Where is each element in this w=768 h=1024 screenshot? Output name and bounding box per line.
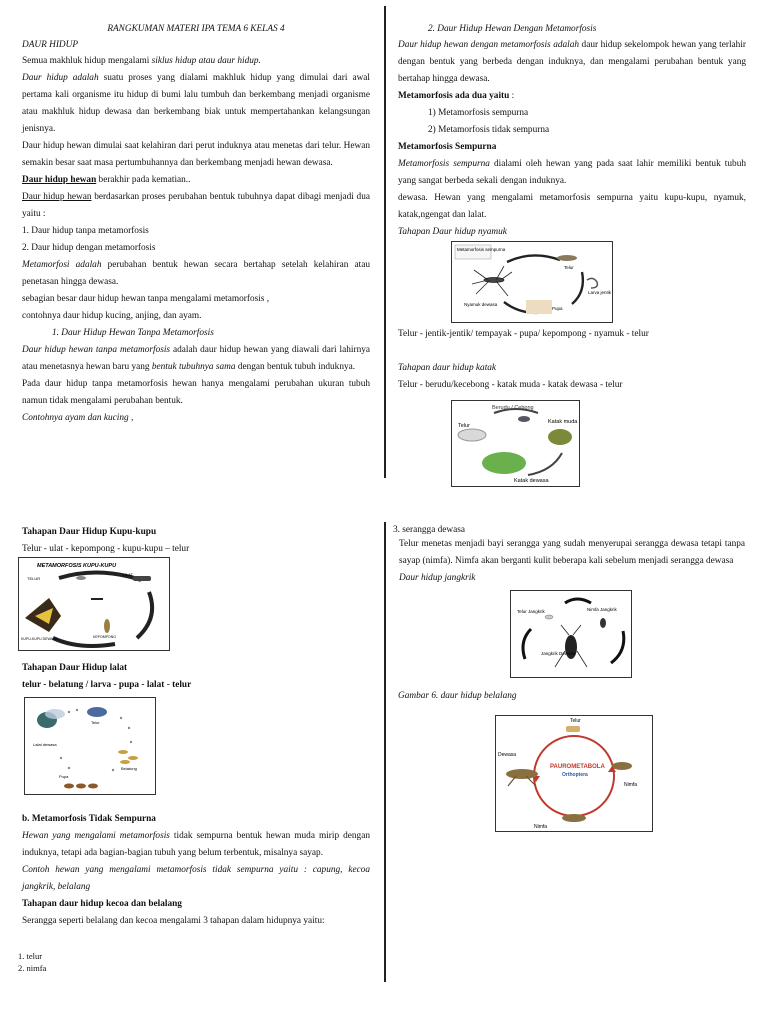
dash-mark — [91, 598, 103, 600]
text-span: bentuk tubuhnya sama — [151, 362, 236, 372]
fig-label: Katak dewasa — [514, 478, 549, 484]
text-span: perubahan bentuk hewan secara bertahap setelah kelahiran atau penetasan hingga dewasa. — [22, 260, 370, 287]
sequence-text: Telur - berudu/kecebong - katak muda - katak dewasa - telur — [398, 380, 623, 390]
stage-list — [18, 950, 138, 974]
list-item: 1. Daur hidup tanpa metamorfosis — [22, 226, 149, 236]
fig-label: ULAT — [123, 572, 133, 577]
egg-icon — [76, 576, 86, 580]
mosquito-sequence — [398, 326, 746, 343]
frog-captions — [398, 360, 746, 394]
fly-cycle-diagram — [25, 698, 155, 794]
subheading: 1. Daur Hidup Hewan Tanpa Metamorfosis — [52, 328, 214, 338]
cycle-arrow — [53, 638, 115, 646]
text-span: daur hidup sekelompok hewan yang terlahir dengan bentuk yang berbeda dengan induknya, dan mengalami perubahan bentuk yang bertahap hingga dewasa. — [398, 40, 747, 84]
fig-label: Pupa — [59, 774, 69, 779]
paragraph — [22, 172, 370, 189]
cycle-arrow — [523, 629, 531, 659]
cricket-lifecycle-figure — [510, 590, 632, 678]
text-span: Metamorfosis sempurna — [398, 159, 490, 169]
fig-label: Telur Jangkrik — [517, 609, 545, 614]
frog-cycle-diagram — [452, 401, 579, 486]
text-span: tidak sempurna bentuk hewan muda mirip dengan induknya, tetapi ada bagian-bagian tubuh yang belum terbentuk, misalnya sayap. — [22, 831, 370, 858]
diagram-title: PAUROMETABOLA — [550, 764, 605, 770]
mosquito-lifecycle-figure — [451, 241, 613, 323]
bottom-left-column — [22, 524, 370, 558]
fly-wing-icon — [45, 709, 65, 719]
list-item: 1) Metamorfosis sempurna — [428, 108, 529, 118]
cycle-arrow — [565, 599, 591, 603]
list-item: 2. Daur hidup dengan metamorfosis — [22, 243, 156, 253]
sequence-text: Telur - ulat - kepompong - kupu-kupu – telur — [22, 544, 190, 554]
list-item: 3. serangga dewasa — [393, 525, 466, 535]
fig-label: Telur — [91, 720, 100, 725]
heading: Tahapan Daur Hidup lalat — [22, 663, 128, 673]
paragraph — [22, 70, 370, 138]
cycle-arrow — [137, 592, 152, 638]
heading-line — [398, 88, 746, 105]
top-left-column — [22, 21, 370, 427]
figure-caption: Gambar 6. daur hidup belalang — [398, 691, 517, 701]
heading: Tahapan Daur Hidup Kupu-kupu — [22, 527, 157, 537]
heading: b. Metamorfosis Tidak Sempurna — [22, 814, 156, 824]
nymph-icon — [600, 618, 606, 628]
list-item: 2. nimfa — [18, 963, 47, 973]
young-frog-icon — [548, 429, 572, 445]
text-span: Daur hidup hewan dengan metamorfosis adalah — [398, 40, 580, 50]
mosquito-cycle-diagram — [452, 242, 612, 322]
paragraph — [22, 53, 370, 70]
egg-icon — [545, 615, 553, 619]
subheading: 2. Daur Hidup Hewan Dengan Metamorfosis — [428, 24, 597, 34]
pupa-icon — [64, 784, 98, 789]
paragraph: Daur hidup hewan dimulai saat kelahiran dari perut induknya atau menetas dari telur. Hewan semakin besar saat masa pertumbuhannya dan berkembang menjadi hewan dewasa. — [22, 141, 370, 168]
fig-label: Nimfa Jangkrik — [587, 607, 617, 612]
fig-label: Dewasa — [498, 752, 517, 758]
diagram-subtitle: Orthoptera — [562, 772, 588, 778]
fly-headings — [22, 660, 370, 694]
paragraph — [22, 189, 370, 223]
paragraph — [398, 156, 746, 190]
fig-label: Nimfa — [534, 824, 548, 830]
fig-label: KUPU-KUPU DEWASA — [21, 637, 58, 641]
paragraph: Serangga seperti belalang dan kecoa mengalami 3 tahapan dalam hidupnya yaitu: — [22, 916, 325, 926]
paragraph: sebagian besar daur hidup hewan tanpa mengalami metamorfosis , — [22, 294, 270, 304]
text-span: dengan bentuk tubuh induknya. — [235, 362, 356, 372]
grasshopper-lifecycle-figure — [495, 715, 653, 832]
text-span: dialami oleh hewan yang pada saat lahir memiliki bentuk tubuh yang sangat berbeda sekali dengan induknya. — [398, 159, 746, 186]
text-span: Daur hidup hewan — [22, 192, 92, 202]
mosquito-icon — [472, 266, 512, 296]
cycle-arrow — [572, 272, 583, 304]
text-span: siklus hidup atau daur hidup. — [151, 56, 261, 66]
fig-title: METAMORFOSIS KUPU-KUPU — [37, 563, 117, 569]
paragraph — [22, 342, 370, 376]
text-span: Hewan yang mengalami metamorfosis — [22, 831, 170, 841]
cycle-arrow — [528, 453, 562, 475]
tadpole-icon — [518, 416, 530, 422]
nymph-icon — [562, 814, 586, 822]
fig-label: Pupa — [552, 306, 563, 311]
text-span: Daur hidup hewan tanpa metamorfosis — [22, 345, 171, 355]
cycle-arrow — [507, 255, 560, 262]
text-span: suatu proses yang dialami makhluk hidup yang dimulai dari awal pertama kali organisme itu hidup di bumi lalu tumbuh dan berkembang menjadi organisme atau makhluk hidup dewasa dan berkembang biak untuk mempertahankan kelangsungan jenisnya. — [22, 73, 371, 134]
fig-label: Telur — [570, 718, 581, 724]
frog-lifecycle-figure — [451, 400, 580, 487]
paragraph: Telur menetas menjadi bayi serangga yang sudah menyerupai serangga dewasa tetapi tanpa sayap (nimfa). Nimfa akan berganti kulit beberapa kali sebelum menjadi serangga dewasa — [399, 539, 745, 566]
chrysalis-icon — [104, 619, 110, 633]
eggs-icon — [566, 726, 580, 732]
incomplete-metamorphosis-section — [22, 811, 370, 930]
sequence-text: Telur - jentik-jentik/ tempayak - pupa/ kepompong - nyamuk - telur — [398, 329, 649, 339]
fig-label: Nimfa — [624, 782, 638, 788]
figure-caption: Tahapan daur hidup katak — [398, 363, 497, 373]
text-span: Semua makhluk hidup mengalami — [22, 56, 152, 66]
fig-label: Nyamuk dewasa — [464, 302, 498, 307]
paragraph: contohnya daur hidup kucing, anjing, dan ayam. — [22, 311, 202, 321]
top-right-column — [398, 21, 746, 241]
text-span: Daur hidup hewan — [22, 175, 97, 185]
eggs-icon — [87, 707, 107, 717]
nymph-icon — [612, 762, 632, 770]
text-span: Metamorfosi adalah — [22, 260, 102, 270]
bottom-right-column — [393, 524, 745, 587]
fig-label: Berudu / Cebong — [492, 405, 534, 411]
paragraph — [22, 257, 370, 291]
paragraph: Pada daur hidup tanpa metamorfosis hewan hanya mengalami perubahan ukuran tubuh namun tidak mengalami perubahan bentuk. — [22, 379, 370, 406]
column-divider — [384, 522, 386, 982]
text-span: : — [509, 91, 515, 101]
maggot-icon — [118, 750, 138, 764]
eggs-icon — [458, 429, 486, 441]
fig-label: Lalat dewasa — [33, 742, 57, 747]
pupa-icon — [526, 300, 552, 314]
section-heading: DAUR HIDUP — [22, 40, 79, 50]
heading: Metamorfosis Sempurna — [398, 142, 497, 152]
text-span: Daur hidup adalah — [22, 73, 99, 83]
text-span: adalah daur hidup hewan yang diawali dari lahirnya atau menetasnya hewan baru yang — [22, 345, 370, 372]
butterfly-cycle-diagram — [19, 558, 169, 650]
paragraph — [22, 828, 370, 862]
document-title: RANGKUMAN MATERI IPA TEMA 6 KELAS 4 — [107, 24, 285, 34]
fig-label: Metamorfosis sempurna — [457, 247, 506, 252]
heading: Tahapan daur hidup kecoa dan belalang — [22, 899, 182, 909]
cycle-arrow — [611, 631, 624, 663]
fig-label: Jangkrik Dewasa — [541, 651, 576, 656]
grasshopper-cycle-diagram — [496, 716, 652, 831]
fig-label: Telur — [564, 265, 574, 270]
butterfly-lifecycle-figure — [18, 557, 170, 651]
figure-caption: Tahapan Daur hidup nyamuk — [398, 227, 507, 237]
text-span: berakhir pada kematian.. — [96, 175, 191, 185]
fig-label: KEPOMPONG — [93, 635, 116, 639]
fig-label: Telur — [458, 423, 470, 429]
caterpillar-icon — [133, 576, 151, 581]
list-item: 1. telur — [18, 951, 43, 961]
paragraph: Contohnya ayam dan kucing , — [22, 413, 134, 423]
fig-label: TELUR — [27, 576, 41, 581]
paragraph: Contoh hewan yang mengalami metamorfosis tidak sempurna yaitu : capung, kecoa jangkrik, belalang — [22, 865, 370, 892]
fly-lifecycle-figure — [24, 697, 156, 795]
adult-grasshopper-icon — [506, 769, 538, 779]
text-span: Metamorfosis ada dua yaitu — [398, 91, 510, 101]
text-span: berdasarkan proses perubahan bentuk tubuhnya dapat dibagi menjadi dua yaitu : — [22, 192, 370, 219]
sequence-text: telur - belatung / larva - pupa - lalat - telur — [22, 680, 192, 690]
paragraph: dewasa. Hewan yang mengalami metamorfosis sempurna yaitu kupu-kupu, nyamuk, katak,ngengat dan lalat. — [398, 193, 746, 220]
egg-raft-icon — [557, 255, 577, 261]
larva-icon — [587, 278, 597, 288]
fig-label: Katak muda — [548, 419, 578, 425]
paragraph — [398, 37, 746, 88]
cricket-cycle-diagram — [511, 591, 631, 677]
fig-label: Belatung — [121, 766, 137, 771]
fig-label: Larva jentik — [588, 290, 612, 295]
column-divider — [384, 6, 386, 478]
list-item: 2) Metamorfosis tidak sempurna — [428, 125, 550, 135]
figure-caption: Daur hidup jangkrik — [399, 573, 476, 583]
adult-frog-icon — [482, 452, 526, 474]
grasshopper-caption-block — [398, 688, 746, 705]
